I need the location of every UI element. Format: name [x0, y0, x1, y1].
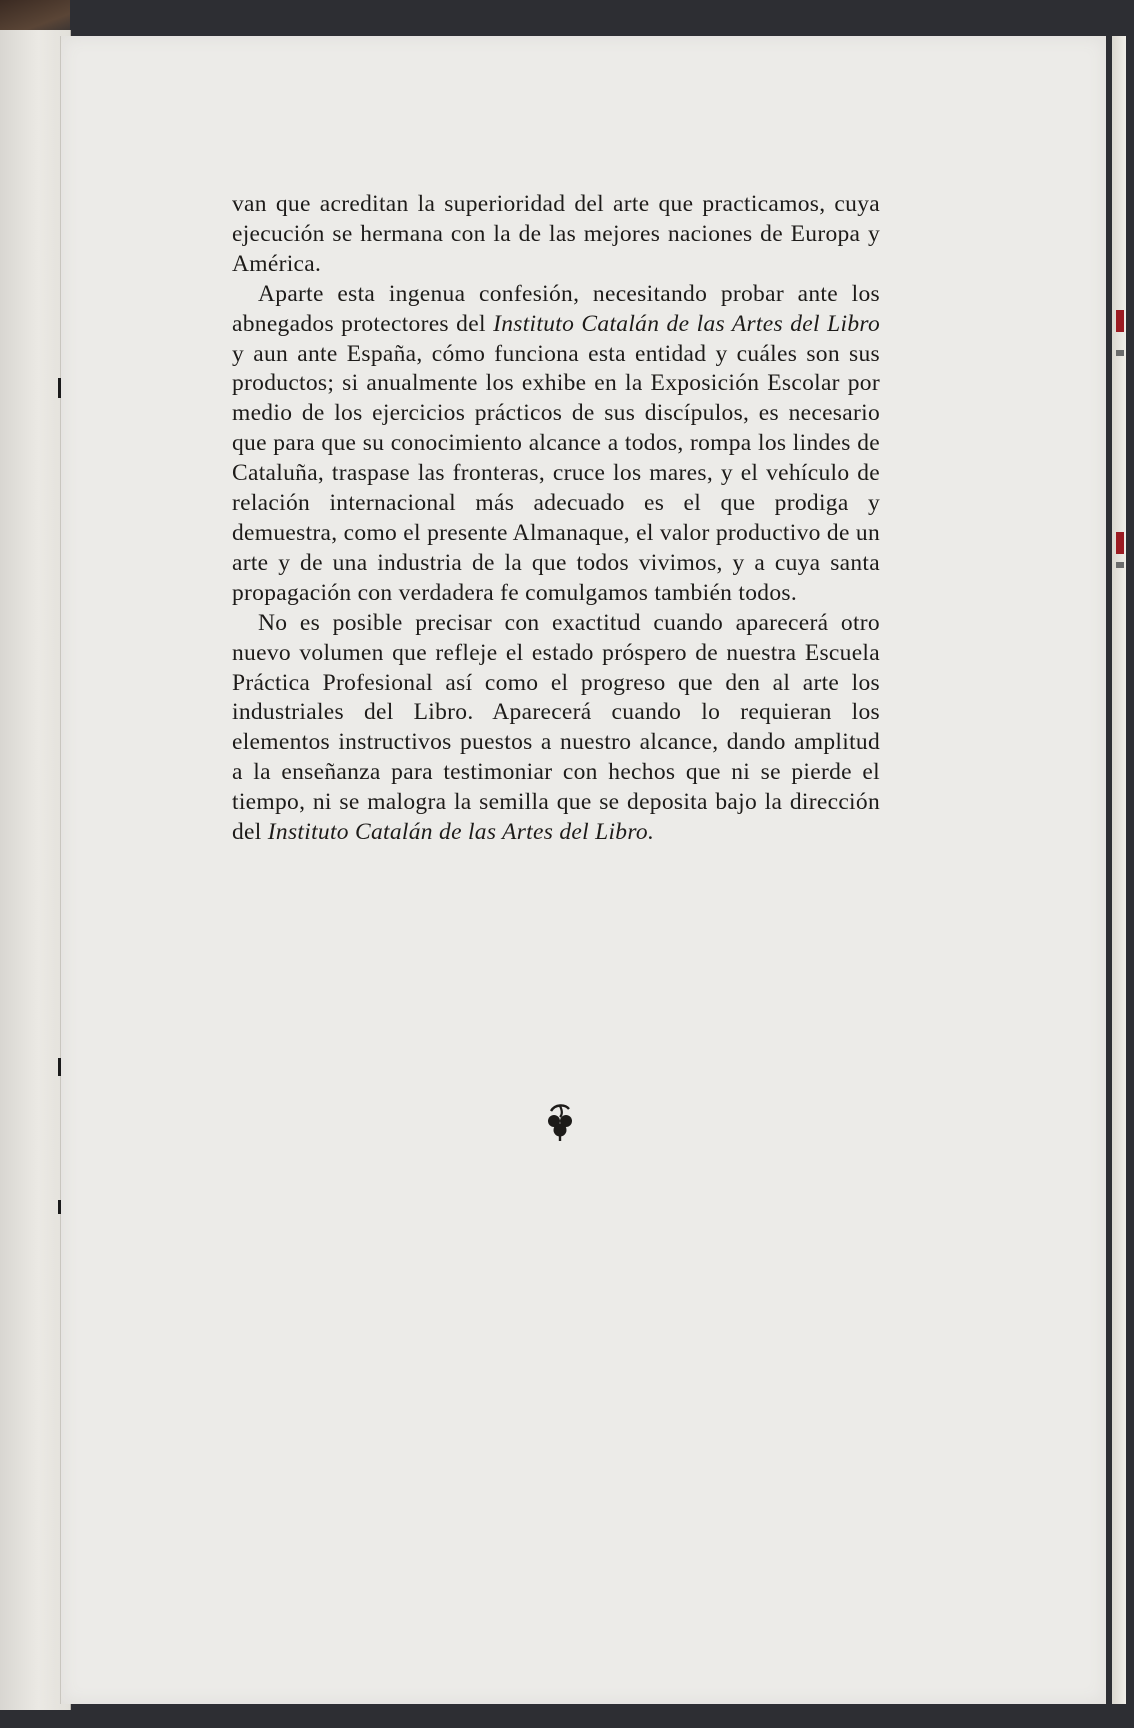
index-tab	[1116, 310, 1124, 332]
italic-run: Instituto Catalán de las Artes del Libro	[493, 310, 881, 337]
index-tab	[1116, 350, 1124, 356]
paragraph	[232, 280, 880, 609]
paragraph	[232, 190, 880, 280]
thumb-index-tabs	[1116, 300, 1124, 570]
text-run: No es posible precisar con exactitud cuando aparecerá otro nuevo volumen que refleje el estado próspero de nuestra Escuela Práctica Profesional así como el progreso que den al arte los industriales del Libro. Aparecerá cuando lo requieran los elementos instructivos puestos a nuestro alcance, dando amplitud a la enseñanza para testimoniar con hechos que ni se pierde el tiempo, ni se malogra la semilla que se deposita bajo la dirección del	[232, 609, 880, 846]
fleuron-icon	[545, 1102, 575, 1142]
text-run: van que acreditan la superioridad del arte que practicamos, cuya ejecución se hermana con la de las mejores naciones de Europa y América.	[232, 191, 880, 277]
index-tab	[1116, 532, 1124, 554]
body-text	[232, 190, 880, 848]
italic-run: Instituto Catalán de las Artes del Libro.	[267, 819, 655, 846]
binding-thread-mark	[58, 1200, 61, 1214]
index-tab	[1116, 562, 1124, 568]
binding-thread-mark	[58, 378, 61, 398]
text-run: y aun ante España, cómo funciona esta entidad y cuáles son sus productos; si anualmente los exhibe en la Exposición Escolar por medio de los ejercicios prácticos de sus discípulos, es necesario que para que su conocimiento alcance a todos, rompa los lindes de Cataluña, traspase las fronteras, cruce los mares, y el vehículo de relación internacional más adecuado es el que prodiga y demuestra, como el presente Almanaque, el valor productivo de un arte y de una industria de la que todos vivimos, y a cuya santa propagación con verdadera fe comulgamos también todos.	[232, 340, 880, 606]
paragraph	[232, 609, 880, 848]
text-run: Aparte esta ingenua confesión, necesitando probar ante los abnegados protectores del	[232, 280, 880, 337]
binding-thread-mark	[58, 1058, 61, 1076]
page-fore-edge	[1112, 36, 1126, 1704]
